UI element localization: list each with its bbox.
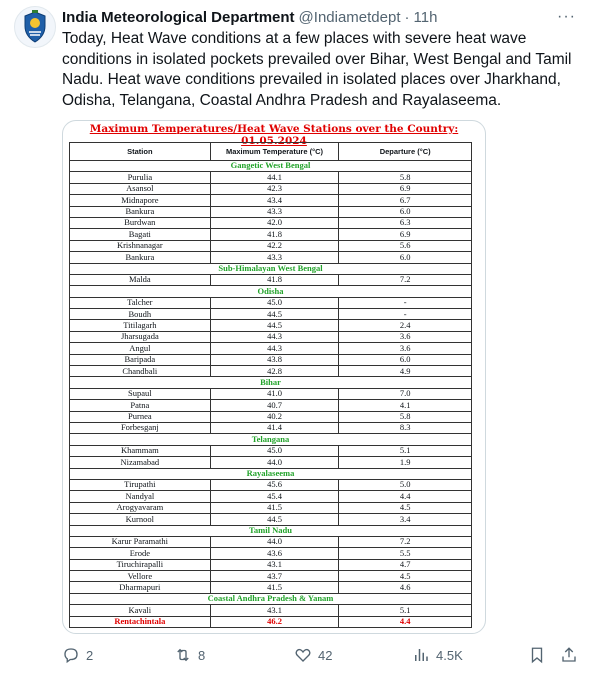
station-cell: Kavali <box>70 605 211 616</box>
station-cell: Boudh <box>70 309 211 320</box>
separator-dot: · <box>404 8 410 26</box>
table-row <box>70 571 472 582</box>
table-header-row <box>70 143 472 161</box>
station-cell: Arogyavaram <box>70 502 211 513</box>
departure-cell: 4.5 <box>339 502 472 513</box>
max-temp-cell: 43.1 <box>210 559 339 570</box>
region-name: Bihar <box>70 377 472 388</box>
departure-cell: 4.1 <box>339 400 472 411</box>
departure-cell: 3.6 <box>339 331 472 342</box>
station-cell: Purulia <box>70 172 211 183</box>
region-name: Odisha <box>70 286 472 297</box>
table-row <box>70 229 472 240</box>
table-row <box>70 309 472 320</box>
max-temp-cell: 45.0 <box>210 297 339 308</box>
max-temp-cell: 41.8 <box>210 229 339 240</box>
departure-cell: 4.5 <box>339 571 472 582</box>
header-station: Station <box>70 143 211 161</box>
station-cell: Purnea <box>70 411 211 422</box>
region-row <box>70 377 472 388</box>
departure-cell: 7.0 <box>339 388 472 399</box>
max-temp-cell: 42.8 <box>210 366 339 377</box>
region-name: Tamil Nadu <box>70 525 472 536</box>
station-cell: Supaul <box>70 388 211 399</box>
station-cell: Karur Paramathi <box>70 536 211 547</box>
station-cell: Burdwan <box>70 217 211 228</box>
table-row <box>70 320 472 331</box>
max-temp-cell: 44.5 <box>210 320 339 331</box>
max-temp-cell: 45.0 <box>210 445 339 456</box>
retweet-button[interactable] <box>174 646 205 664</box>
max-temp-cell: 43.8 <box>210 354 339 365</box>
station-cell: Baripada <box>70 354 211 365</box>
departure-cell: 5.0 <box>339 479 472 490</box>
table-row <box>70 536 472 547</box>
table-row <box>70 400 472 411</box>
station-cell: Bankura <box>70 206 211 217</box>
reply-count: 2 <box>86 647 94 663</box>
table-row <box>70 240 472 251</box>
station-cell: Talcher <box>70 297 211 308</box>
views-button[interactable] <box>412 646 463 664</box>
table-row <box>70 502 472 513</box>
departure-cell: 3.4 <box>339 514 472 525</box>
max-temp-cell: 44.3 <box>210 331 339 342</box>
table-row <box>70 172 472 183</box>
region-name: Rayalaseema <box>70 468 472 479</box>
max-temp-cell: 44.1 <box>210 172 339 183</box>
departure-cell: 3.6 <box>339 343 472 354</box>
max-temp-cell: 40.2 <box>210 411 339 422</box>
region-row <box>70 286 472 297</box>
station-cell: Asansol <box>70 183 211 194</box>
station-cell: Erode <box>70 548 211 559</box>
retweet-icon <box>174 646 192 664</box>
table-row <box>70 297 472 308</box>
reply-icon <box>62 646 80 664</box>
departure-cell: 5.1 <box>339 445 472 456</box>
table-row <box>70 252 472 263</box>
region-row <box>70 161 472 172</box>
bookmark-button[interactable] <box>528 646 546 664</box>
table-row <box>70 411 472 422</box>
author-handle[interactable]: @Indiametdept <box>298 8 401 26</box>
region-name: Gangetic West Bengal <box>70 161 472 172</box>
region-name: Coastal Andhra Pradesh & Yanam <box>70 593 472 604</box>
max-temp-cell: 45.6 <box>210 479 339 490</box>
station-cell: Kurnool <box>70 514 211 525</box>
departure-cell: - <box>339 297 472 308</box>
author-name[interactable]: India Meteorological Department <box>62 8 295 26</box>
max-temp-cell: 41.8 <box>210 274 339 285</box>
table-row <box>70 479 472 490</box>
station-cell: Rentachintala <box>70 616 211 627</box>
station-cell: Tirupathi <box>70 479 211 490</box>
departure-cell: - <box>339 309 472 320</box>
views-chart-icon <box>412 646 430 664</box>
departure-cell: 5.5 <box>339 548 472 559</box>
departure-cell: 6.9 <box>339 229 472 240</box>
max-temp-cell: 44.0 <box>210 457 339 468</box>
region-row <box>70 434 472 445</box>
departure-cell: 4.6 <box>339 582 472 593</box>
tweet-header <box>62 6 582 28</box>
max-temp-cell: 43.1 <box>210 605 339 616</box>
region-row <box>70 263 472 274</box>
action-bar <box>62 644 582 666</box>
station-cell: Patna <box>70 400 211 411</box>
header-departure: Departure (°C) <box>339 143 472 161</box>
table-row <box>70 559 472 570</box>
station-cell: Chandbali <box>70 366 211 377</box>
station-cell: Forbesganj <box>70 422 211 433</box>
share-icon <box>560 646 578 664</box>
departure-cell: 2.4 <box>339 320 472 331</box>
station-cell: Malda <box>70 274 211 285</box>
avatar[interactable] <box>14 6 56 48</box>
station-cell: Krishnanagar <box>70 240 211 251</box>
departure-cell: 6.3 <box>339 217 472 228</box>
max-temp-cell: 45.4 <box>210 491 339 502</box>
station-cell: Dharmapuri <box>70 582 211 593</box>
departure-cell: 6.7 <box>339 195 472 206</box>
max-temp-cell: 41.0 <box>210 388 339 399</box>
table-row <box>70 366 472 377</box>
max-temp-cell: 42.3 <box>210 183 339 194</box>
table-row <box>70 274 472 285</box>
header-max-temp: Maximum Temperature (°C) <box>210 143 339 161</box>
max-temp-cell: 43.7 <box>210 571 339 582</box>
max-temp-cell: 41.5 <box>210 502 339 513</box>
departure-cell: 5.8 <box>339 411 472 422</box>
table-row <box>70 331 472 342</box>
table-row <box>70 388 472 399</box>
departure-cell: 5.6 <box>339 240 472 251</box>
station-cell: Angul <box>70 343 211 354</box>
departure-cell: 4.4 <box>339 616 472 627</box>
table-row <box>70 206 472 217</box>
max-temp-cell: 44.3 <box>210 343 339 354</box>
retweet-count: 8 <box>198 647 206 663</box>
departure-cell: 4.9 <box>339 366 472 377</box>
table-row <box>70 354 472 365</box>
station-cell: Khammam <box>70 445 211 456</box>
more-options-icon[interactable]: ··· <box>557 8 576 25</box>
departure-cell: 4.4 <box>339 491 472 502</box>
max-temp-cell: 44.5 <box>210 514 339 525</box>
bookmark-icon <box>528 646 546 664</box>
table-title: Maximum Temperatures/Heat Wave Stations over the Country: 01.05.2024 <box>89 123 459 147</box>
max-temp-cell: 44.5 <box>210 309 339 320</box>
table-row <box>70 582 472 593</box>
station-cell: Jharsugada <box>70 331 211 342</box>
table-row <box>70 514 472 525</box>
region-row <box>70 525 472 536</box>
reply-button[interactable] <box>62 646 93 664</box>
table-row <box>70 605 472 616</box>
table-row <box>70 457 472 468</box>
station-cell: Tiruchirapalli <box>70 559 211 570</box>
table-row <box>70 548 472 559</box>
max-temp-cell: 43.6 <box>210 548 339 559</box>
max-temp-cell: 40.7 <box>210 400 339 411</box>
station-cell: Bagati <box>70 229 211 240</box>
view-count: 4.5K <box>436 647 463 663</box>
table-row <box>70 422 472 433</box>
region-row <box>70 468 472 479</box>
table-row <box>70 491 472 502</box>
tweet-image[interactable] <box>62 120 486 634</box>
max-temp-cell: 46.2 <box>210 616 339 627</box>
max-temp-cell: 43.3 <box>210 252 339 263</box>
max-temp-cell: 42.2 <box>210 240 339 251</box>
departure-cell: 7.2 <box>339 274 472 285</box>
like-button[interactable] <box>294 646 332 664</box>
table-row <box>70 616 472 627</box>
table-row <box>70 183 472 194</box>
station-cell: Nizamabad <box>70 457 211 468</box>
station-cell: Midnapore <box>70 195 211 206</box>
tweet-text: Today, Heat Wave conditions at a few places with severe heat wave conditions in isolated pockets prevailed over Bihar, West Bengal and Tamil Nadu. Heat wave conditions prevailed in isolated places over Jharkhand, Odisha, Telangana, Coastal Andhra Pradesh and Rayalaseema. <box>62 30 572 109</box>
departure-cell: 6.9 <box>339 183 472 194</box>
table-row <box>70 217 472 228</box>
station-cell: Titilagarh <box>70 320 211 331</box>
share-button[interactable] <box>560 646 578 664</box>
heart-icon <box>294 646 312 664</box>
like-count: 42 <box>318 647 333 663</box>
table-row <box>70 195 472 206</box>
table-row <box>70 343 472 354</box>
station-cell: Bankura <box>70 252 211 263</box>
max-temp-cell: 41.5 <box>210 582 339 593</box>
departure-cell: 5.8 <box>339 172 472 183</box>
max-temp-cell: 43.4 <box>210 195 339 206</box>
max-temp-cell: 44.0 <box>210 536 339 547</box>
max-temp-cell: 41.4 <box>210 422 339 433</box>
table-row <box>70 445 472 456</box>
departure-cell: 1.9 <box>339 457 472 468</box>
departure-cell: 6.0 <box>339 354 472 365</box>
departure-cell: 6.0 <box>339 252 472 263</box>
departure-cell: 5.1 <box>339 605 472 616</box>
max-temp-cell: 42.0 <box>210 217 339 228</box>
departure-cell: 8.3 <box>339 422 472 433</box>
departure-cell: 4.7 <box>339 559 472 570</box>
table-body <box>70 161 472 628</box>
timestamp[interactable]: 11h <box>413 8 438 26</box>
departure-cell: 7.2 <box>339 536 472 547</box>
region-name: Telangana <box>70 434 472 445</box>
imd-logo-icon <box>20 10 50 44</box>
departure-cell: 6.0 <box>339 206 472 217</box>
max-temp-cell: 43.3 <box>210 206 339 217</box>
station-cell: Vellore <box>70 571 211 582</box>
heat-wave-table <box>69 142 472 628</box>
region-row <box>70 593 472 604</box>
region-name: Sub-Himalayan West Bengal <box>70 263 472 274</box>
station-cell: Nandyal <box>70 491 211 502</box>
